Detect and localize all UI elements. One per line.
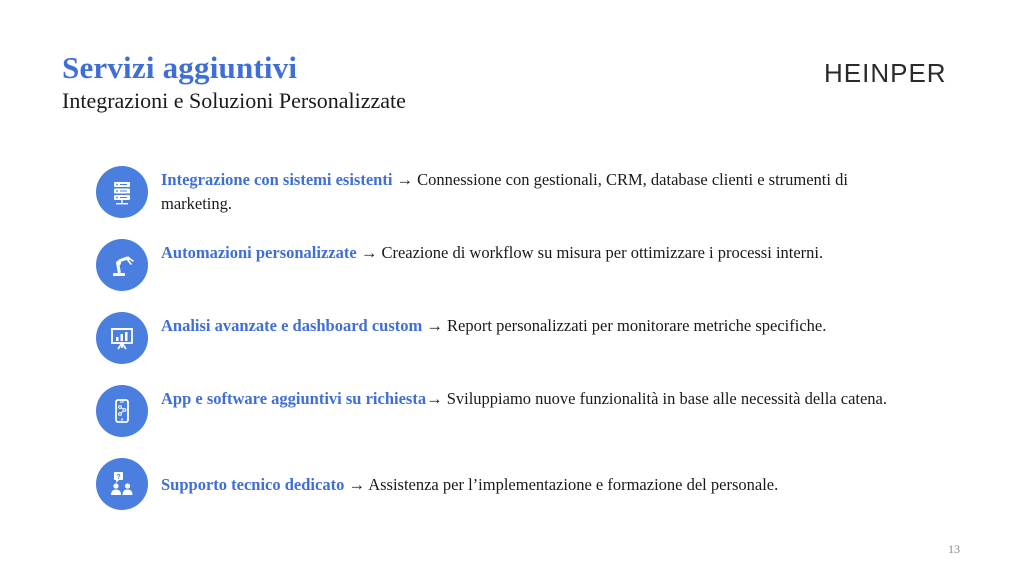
item-label: Supporto tecnico dedicato (161, 475, 345, 494)
item-description: Creazione di workflow su misura per ottimizzare i processi interni. (381, 243, 824, 262)
item-label: Automazioni personalizzate (161, 243, 357, 262)
list-item (96, 239, 916, 293)
item-description: Connessione con gestionali, CRM, database clienti e strumenti di marketing. (161, 170, 848, 213)
item-label: App e software aggiuntivi su richiesta (161, 389, 427, 408)
item-label: Integrazione con sistemi esistenti (161, 170, 393, 189)
list-item (96, 385, 916, 439)
support-people-icon (96, 458, 148, 510)
item-text (161, 473, 901, 497)
mobile-app-icon (96, 385, 148, 437)
item-text (161, 241, 901, 265)
item-text (161, 168, 901, 216)
list-item (96, 312, 916, 366)
robot-arm-icon (96, 239, 148, 291)
page-number: 13 (948, 542, 960, 556)
item-text (161, 314, 901, 338)
list-item (96, 166, 916, 220)
svg-text:?: ? (116, 473, 121, 481)
item-arrow: → (356, 243, 382, 262)
item-description: Assistenza per l’implementazione e formazione del personale. (368, 475, 779, 494)
item-arrow: → (344, 475, 369, 494)
item-arrow: → (422, 316, 448, 335)
list-item (96, 458, 916, 512)
item-arrow: → (392, 170, 418, 189)
presentation-chart-icon (96, 312, 148, 364)
page-title: Servizi aggiuntivi (62, 50, 298, 85)
server-icon (96, 166, 148, 218)
item-text (161, 387, 901, 411)
item-description: Sviluppiamo nuove funzionalità in base alle necessità della catena. (446, 389, 888, 408)
brand-logo: HEINPER (824, 58, 947, 88)
item-description: Report personalizzati per monitorare metriche specifiche. (447, 316, 827, 335)
item-label: Analisi avanzate e dashboard custom (161, 316, 423, 335)
page-subtitle: Integrazioni e Soluzioni Personalizzate (62, 88, 406, 113)
item-arrow: → (426, 389, 447, 408)
